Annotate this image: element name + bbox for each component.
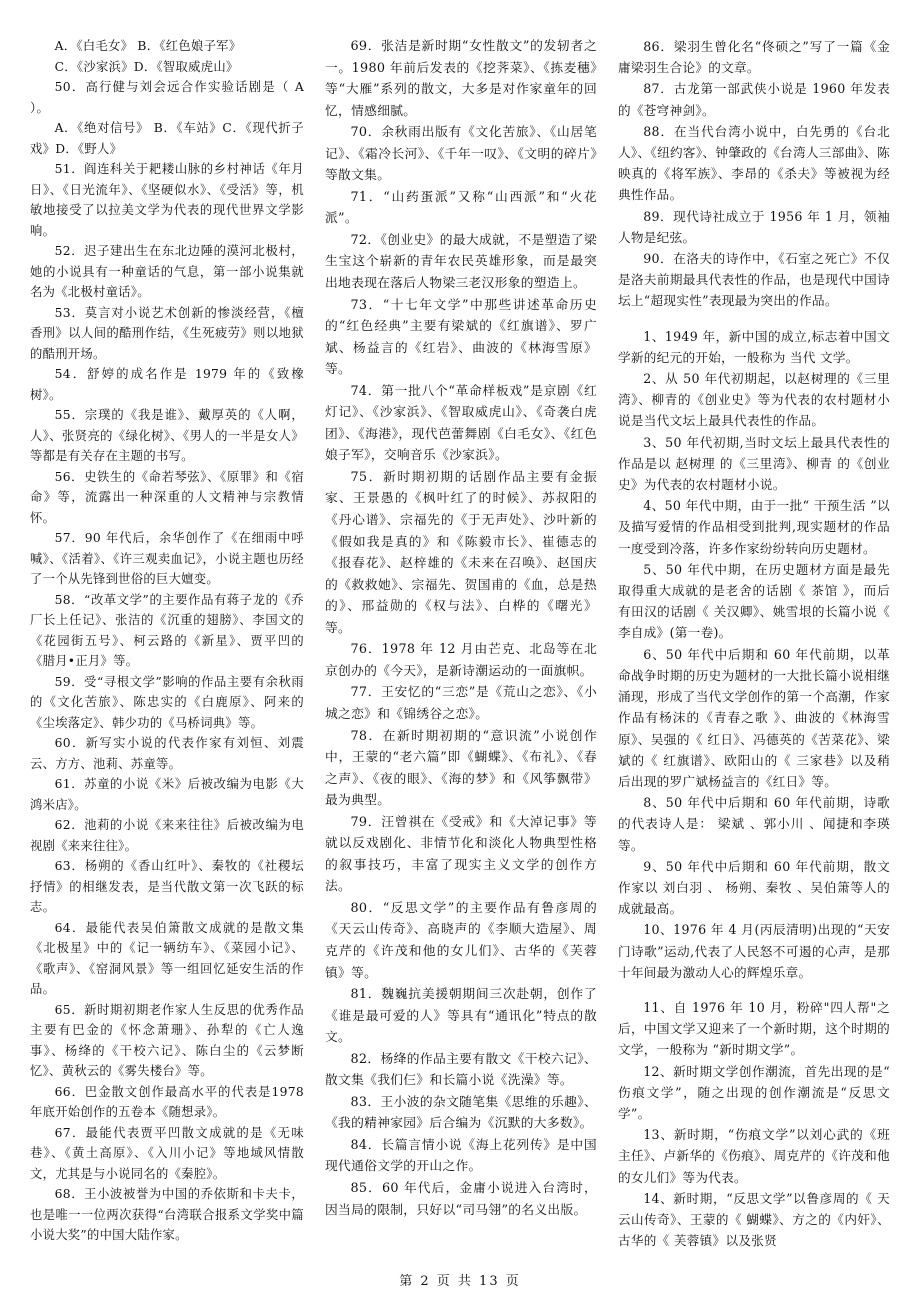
question-item: 63．杨朔的《香山红叶》、秦牧的《社稷坛抒情》的相继发表，是当代散文第一次飞跃的标志。	[30, 859, 304, 914]
question-item: 77．王安忆的“三恋”是《荒山之恋》、《小城之恋》和《锦绣谷之恋》。	[325, 685, 597, 722]
question-item: 74．第一批八个“革命样板戏”是京剧《红灯记》、《沙家浜》、《智取威虎山》、《奇袭白虎团》、《海港》，现代芭蕾舞剧《白毛女》、《红色娘子军》，交响音乐《沙家浜》。	[325, 383, 597, 464]
question-item: 60．新写实小说的代表作家有刘恒、刘震云、方方、池莉、苏童等。	[30, 736, 304, 771]
question-item: 11、自 1976 年 10 月，粉碎"四人帮"之后，中国文学又迎来了一个新时期，这个时期的文学，一般称为 “新时期文学”。	[618, 999, 890, 1058]
question-item: 65．新时期初期老作家人生反思的优秀作品主要有巴金的《怀念萧珊》、孙犁的《亡人逸事》、杨绛的《干校六记》、陈白尘的《云梦断忆》、黄秋云的《雾失楼台》等。	[30, 1002, 304, 1078]
question-item: 53．莫言对小说艺术创新的惨淡经营，《檀香刑》以人间的酷刑作结，《生死疲劳》则以地狱的酷刑开场。	[30, 305, 304, 361]
question-item: A．《绝对信号》 B．《车站》C．《现代折子戏》D．《野人》	[30, 121, 304, 156]
question-item: 64．最能代表吴伯箫散文成就的是散文集《北极星》中的《记一辆纺车》、《菜园小记》、《歌声》、《窑洞风景》等一组回忆延安生活的作品。	[30, 920, 304, 996]
question-item: 2、从 50 年代初期起，以赵树理的《三里湾》、柳青的《创业史》等为代表的农村题材小说是当代文坛上最具代表性的作品。	[618, 371, 890, 429]
question-item: 14、新时期，“反思文学”以鲁彦周的《 天云山传奇》、王蒙的《 蝴蝶》、方之的《内奸》、古华的《 芙蓉镇》以及张贤	[618, 1190, 890, 1249]
question-item: 66．巴金散文创作最高水平的代表是1978 年底开始创作的五卷本《随想录》。	[30, 1084, 304, 1119]
section-spacer	[618, 312, 890, 326]
question-item: 80．“反思文学”的主要作品有鲁彦周的《天云山传奇》、高晓声的《李顺大造屋》、周克芹的《许茂和他的女儿们》、古华的《芙蓉镇》等。	[325, 900, 597, 981]
question-item: 83．王小波的杂文随笔集《思维的乐趣》、《我的精神家园》后合编为《沉默的大多数》。	[325, 1094, 597, 1132]
question-item: 84．长篇言情小说《海上花列传》是中国现代通俗文学的开山之作。	[325, 1137, 597, 1175]
question-item: 70．余秋雨出版有《文化苦旅》、《山居笔记》、《霜冷长河》、《千年一叹》、《文明的碎片》等散文集。	[325, 125, 597, 184]
question-item: 72．《创业史》的最大成就，不是塑造了梁生宝这个崭新的青年农民英雄形象，而是最突出地表现在落后人物梁三老汉形象的塑造上。	[325, 232, 597, 292]
question-item: 62．池莉的小说《来来往往》后被改编为电视剧《来来往往》。	[30, 818, 304, 853]
column-middle	[325, 36, 597, 1221]
question-item: 3、50 年代初期,当时文坛上最具代表性的作品是以 赵树理 的《三里湾》、柳青 的《创业史》为代表的农村题材小说。	[618, 434, 890, 493]
question-item: 69．张洁是新时期“女性散文”的发轫者之一。1980 年前后发表的《挖荠菜》、《拣麦穗》等“大雁”系列的散文，大多是对作家童年的回忆，情感细腻。	[325, 39, 597, 119]
question-item: 6、50 年代中后期和 60 年代前期，以革命战争时期的历史为题材的一大批长篇小说相继涌现，形成了当代文学创作的第一个高潮，作家作品有杨沫的《青春之歌 》、曲波的《林海雪原》、吴强的《 红日》、冯德英的《苦菜花》、梁斌的《 红旗谱》、欧阳山的《 三家巷》以及稍后出现的罗广斌杨益言的《红日》等。	[618, 646, 890, 789]
question-item: 76．1978 年 12 月由芒克、北岛等在北京创办的《今天》，是新诗潮运动的一面旗帜。	[325, 642, 597, 679]
question-item: 56．史铁生的《命若琴弦》、《原罪》和《宿命》等，流露出一种深重的人文精神与宗教情怀。	[30, 469, 304, 525]
question-item: 4、50 年代中期，由于一批“ 干预生活 ”以及描写爱情的作品相受到批判,现实题材的作品一度受到冷落，许多作家纷纷转向历史题材。	[618, 498, 890, 556]
question-item: 82．杨绛的作品主要有散文《干校六记》、散文集《我们仨》和长篇小说《洗澡》等。	[325, 1051, 597, 1089]
question-item: 1、1949 年，新中国的成立,标志着中国文学新的纪元的开始，一般称为 当代 文学。	[618, 328, 890, 365]
question-item: 67．最能代表贾平凹散文成就的是《无味巷》、《黄土高原》、《入川小记》等地域风情散文，尤其是与小说同名的《秦腔》。	[30, 1125, 304, 1181]
question-item: 12、新时期文学创作潮流，首先出现的是“ 伤痕文学”，随之出现的创作潮流是“反思文学”。	[618, 1063, 890, 1121]
question-item: 57．90 年代后，余华创作了《在细雨中呼喊》、《活着》、《许三观卖血记》，小说主题也历经了一个从先锋到世俗的巨大嬗变。	[30, 531, 304, 586]
question-item: 9、50 年代中后期和 60 年代前期，散文作家以 刘白羽 、 杨朔、秦牧 、吴伯箫等人的成就最高。	[618, 858, 890, 917]
question-item: 75．新时期初期的话剧作品主要有金振家、王景愚的《枫叶红了的时候》、苏叔阳的《丹心谱》、宗福先的《于无声处》、沙叶新的《假如我是真的》和《陈毅市长》、崔德志的《报春花》、赵梓雄的《未来在召唤》、赵国庆的《救救她》、宗福先、贺国甫的《血，总是热的》、邢益勋的《权与法》、白桦的《曙光》等。	[325, 469, 597, 636]
question-item: 90．在洛夫的诗作中，《石室之死亡》不仅是洛夫前期最具代表性的作品，也是现代中国诗坛上“超现实性”表现最为突出的作品。	[618, 251, 890, 309]
question-item: 54．舒婷的成名作是 1979 年的《致橡树》。	[30, 367, 304, 402]
question-item: 81．魏巍抗美援朝期间三次赴朝，创作了《谁是最可爱的人》等具有“通讯化”特点的散文。	[325, 987, 597, 1046]
question-item: 5、50 年代中期，在历史题材方面是最先取得重大成就的是老舍的话剧《 茶馆 》，而后有田汉的话剧《 关汉卿》、姚雪垠的长篇小说《 李自成》(第一卷)。	[618, 561, 890, 641]
question-item: 51．阎连科关于耙耧山脉的乡村神话《年月日》、《日光流年》、《坚硬似水》、《受活》等，机敏地接受了以拉美文学为代表的现代世界文学影响。	[30, 162, 304, 238]
question-item: 59．受“寻根文学”影响的作品主要有余秋雨的《文化苦旅》、陈忠实的《白鹿原》、阿来的《尘埃落定》、韩少功的《马桥词典》等。	[30, 674, 304, 730]
question-item: C．《沙家浜》D．《智取威虎山》	[54, 59, 239, 74]
question-item: 61．苏童的小说《米》后被改编为电影《大鸿米店》。	[30, 777, 304, 812]
page-footer: 第 2 页 共 13 页	[399, 1274, 521, 1289]
question-item: 86．梁羽生曾化名“佟硕之”写了一篇《金庸梁羽生合论》的文章。	[618, 39, 890, 76]
question-item: 52．迟子建出生在东北边陲的漠河北极村，她的小说具有一种童话的气息，第一部小说集就名为《北极村童话》。	[30, 244, 304, 299]
question-item: 10、1976 年 4 月(丙辰清明)出现的“天安门诗歌”运动,代表了人民怒不可遏的心声，是那十年间最为激动人心的辉煌乐章。	[618, 922, 890, 980]
section-spacer	[618, 983, 890, 997]
question-item: 85．60 年代后，金庸小说进入台湾时，因当局的限制，只好以“司马翎”的名义出版。	[325, 1180, 597, 1218]
question-item: 79．汪曾祺在《受戒》和《大淖记事》等就以反戏剧化、非情节化和淡化人物典型性格的叙事技巧，丰富了现实主义文学的创作方法。	[325, 814, 597, 895]
question-item: 78．在新时期初期的“意识流”小说创作中，王蒙的“老六篇”即《蝴蝶》、《布礼》、《春之声》、《夜的眼》、《海的梦》和《风筝飘带》最为典型。	[325, 728, 597, 809]
question-item: 8、50 年代中后期和 60 年代前期，诗歌的代表诗人是： 梁斌 、郭小川 、闻捷和李瑛等。	[618, 795, 890, 853]
question-item: 71．“山药蛋派”又称“山西派”和“火花派”。	[325, 189, 597, 227]
question-item: 55．宗璞的《我是谁》、戴厚英的《人啊，人》、张贤亮的《绿化树》、《男人的一半是女人》等都是有关存在主题的书写。	[30, 408, 304, 463]
question-item: 13、新时期，“伤痕文学”以刘心武的《班主任》、卢新华的《伤痕》、周克芹的《许茂和他的女儿们》等为代表。	[618, 1127, 890, 1185]
column-right	[618, 36, 890, 1251]
question-item: 88．在当代台湾小说中，白先勇的《台北人》、《纽约客》、钟肇政的《台湾人三部曲》、陈映真的《将军族》、李昂的《杀夫》等被视为经典性作品。	[618, 123, 890, 203]
question-item: 89．现代诗社成立于 1956 年 1 月，领袖人物是纪弦。	[618, 208, 890, 245]
question-item: 50．高行健与刘会远合作实验话剧是（ A ）。	[30, 80, 304, 115]
question-item: 87．古龙第一部武侠小说是 1960 年发表的《苍穹神剑》。	[618, 81, 890, 118]
question-item: 68．王小波被誉为中国的乔依斯和卡夫卡，也是唯一一位两次获得“台湾联合报系文学奖中篇小说大奖”的中国大陆作家。	[30, 1187, 304, 1242]
question-item: A．《白毛女》 B．《红色娘子军》	[54, 39, 242, 53]
question-item: 73．“十七年文学”中那些讲述革命历史的“红色经典”主要有梁斌的《红旗谱》、罗广斌、杨益言的《红岩》、曲波的《林海雪原》等。	[325, 297, 597, 378]
column-left	[30, 36, 304, 1246]
question-item: 58．“改革文学”的主要作品有蒋子龙的《乔厂长上任记》、张洁的《沉重的翅膀》、李国文的《花园街五号》、柯云路的《新星》、贾平凹的《腊月•正月》等。	[30, 592, 304, 668]
